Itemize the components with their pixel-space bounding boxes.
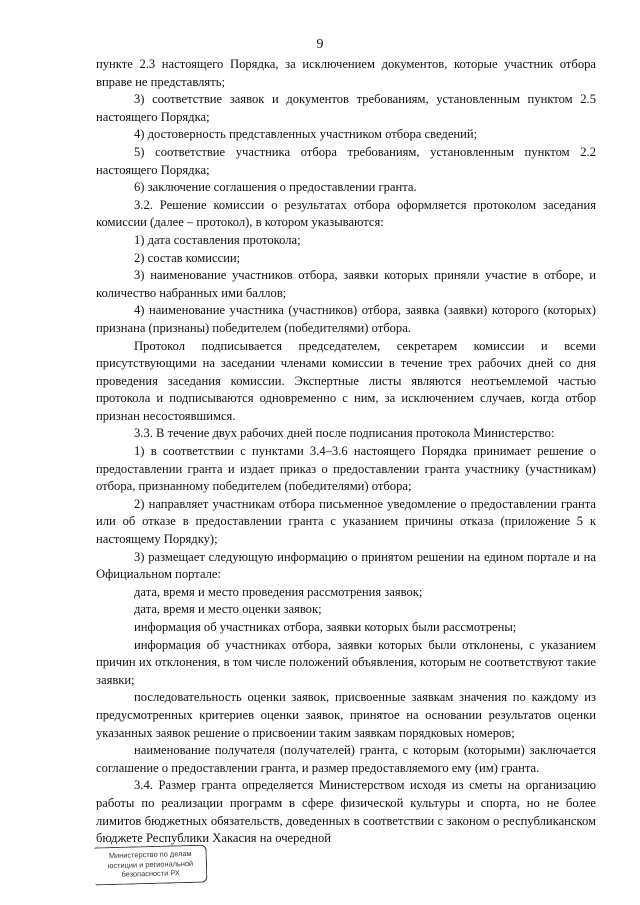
paragraph: 3.3. В течение двух рабочих дней после подписания протокола Министерство: — [134, 426, 555, 441]
paragraph: 3) соответствие заявок и документов требованиям, установленным пунктом 2.5 настоящего Порядка; — [96, 92, 596, 124]
paragraph: 5) соответствие участника отбора требованиям, установленным пунктом 2.2 настоящего Порядка; — [96, 144, 596, 177]
paragraph: 4) достоверность представленных участником отбора сведений; — [134, 127, 478, 142]
paragraph: Протокол подписывается председателем, секретарем комиссии и всеми присутствующими на заседании членами комиссии в течение трех рабочих дней со дня проведения заседания комиссии. Экспертные листы являются неотъемлемой частью протокола и подписываются одновременно с ним, за исключением случаев, когда отбор признан несостоявшимся. — [96, 338, 596, 423]
stamp-line: юстиции и региональной — [107, 858, 194, 870]
paragraph: 3) наименование участников отбора, заявки которых приняли участие в отборе, и количество набранных ими баллов; — [96, 268, 596, 300]
paragraph: дата, время и место оценки заявок; — [134, 602, 322, 617]
page-number: 9 — [316, 37, 324, 52]
paragraph: 3) размещает следующую информацию о принятом решении на едином портале и на Официальном портале: — [96, 549, 596, 582]
stamp-line: Министерство по делам — [108, 848, 192, 861]
paragraph: пункте 2.3 настоящего Порядка, за исключением документов, которые участник отбора вправе не представлять; — [96, 57, 596, 89]
paragraph: 6) заключение соглашения о предоставлении гранта. — [134, 180, 417, 195]
paragraph: 2) направляет участникам отбора письменное уведомление о предоставлении гранта или об отказе в предоставлении гранта с указанием причины отказа (приложение 5 к настоящему Порядку); — [96, 496, 596, 547]
paragraph: информация об участниках отбора, заявки которых были отклонены, с указанием причин их отклонения, в том числе положений объявления, которым не соответствуют такие заявки; — [96, 637, 596, 687]
stamp-line: безопасности РХ — [121, 868, 180, 879]
paragraph: 3.2. Решение комиссии о результатах отбора оформляется протоколом заседания комиссии (далее – протокол), в котором указываются: — [96, 197, 596, 230]
paragraph: 1) дата составления протокола; — [134, 232, 301, 247]
document-body — [96, 56, 596, 848]
registration-stamp — [95, 845, 208, 886]
paragraph: наименование получателя (получателей) гранта, с которым (которыми) заключается соглашение о предоставлении гранта, и размер предоставляемого ему (им) гранта. — [96, 743, 596, 775]
paragraph: 3.4. Размер гранта определяется Министерством исходя из сметы на организацию работы по реализации программ в сфере физической культуры и спорта, но не более лимитов бюджетных обязательств, доведенных в соответствии с законом о республиканском бюджете Республики Хакасия на очередной — [96, 778, 596, 846]
paragraph: последовательность оценки заявок, присвоенные заявкам значения по каждому из предусмотренных критериев оценки заявок, принятое на основании результатов оценки указанных заявок решение о присвоении таким заявкам порядковых номеров; — [96, 690, 596, 740]
paragraph: информация об участниках отбора, заявки которых были рассмотрены; — [134, 620, 517, 634]
paragraph: дата, время и место проведения рассмотрения заявок; — [134, 584, 423, 599]
paragraph: 1) в соответствии с пунктами 3.4–3.6 настоящего Порядка принимает решение о предоставлении гранта и издает приказ о предоставлении гранта участнику (участникам) отбора, признанному победителем (победителями) отбора; — [96, 444, 596, 494]
paragraph: 2) состав комиссии; — [134, 250, 241, 265]
paragraph: 4) наименование участника (участников) отбора, заявка (заявки) которого (которых) признана (признаны) победителем (победителями) отбора. — [96, 303, 596, 335]
